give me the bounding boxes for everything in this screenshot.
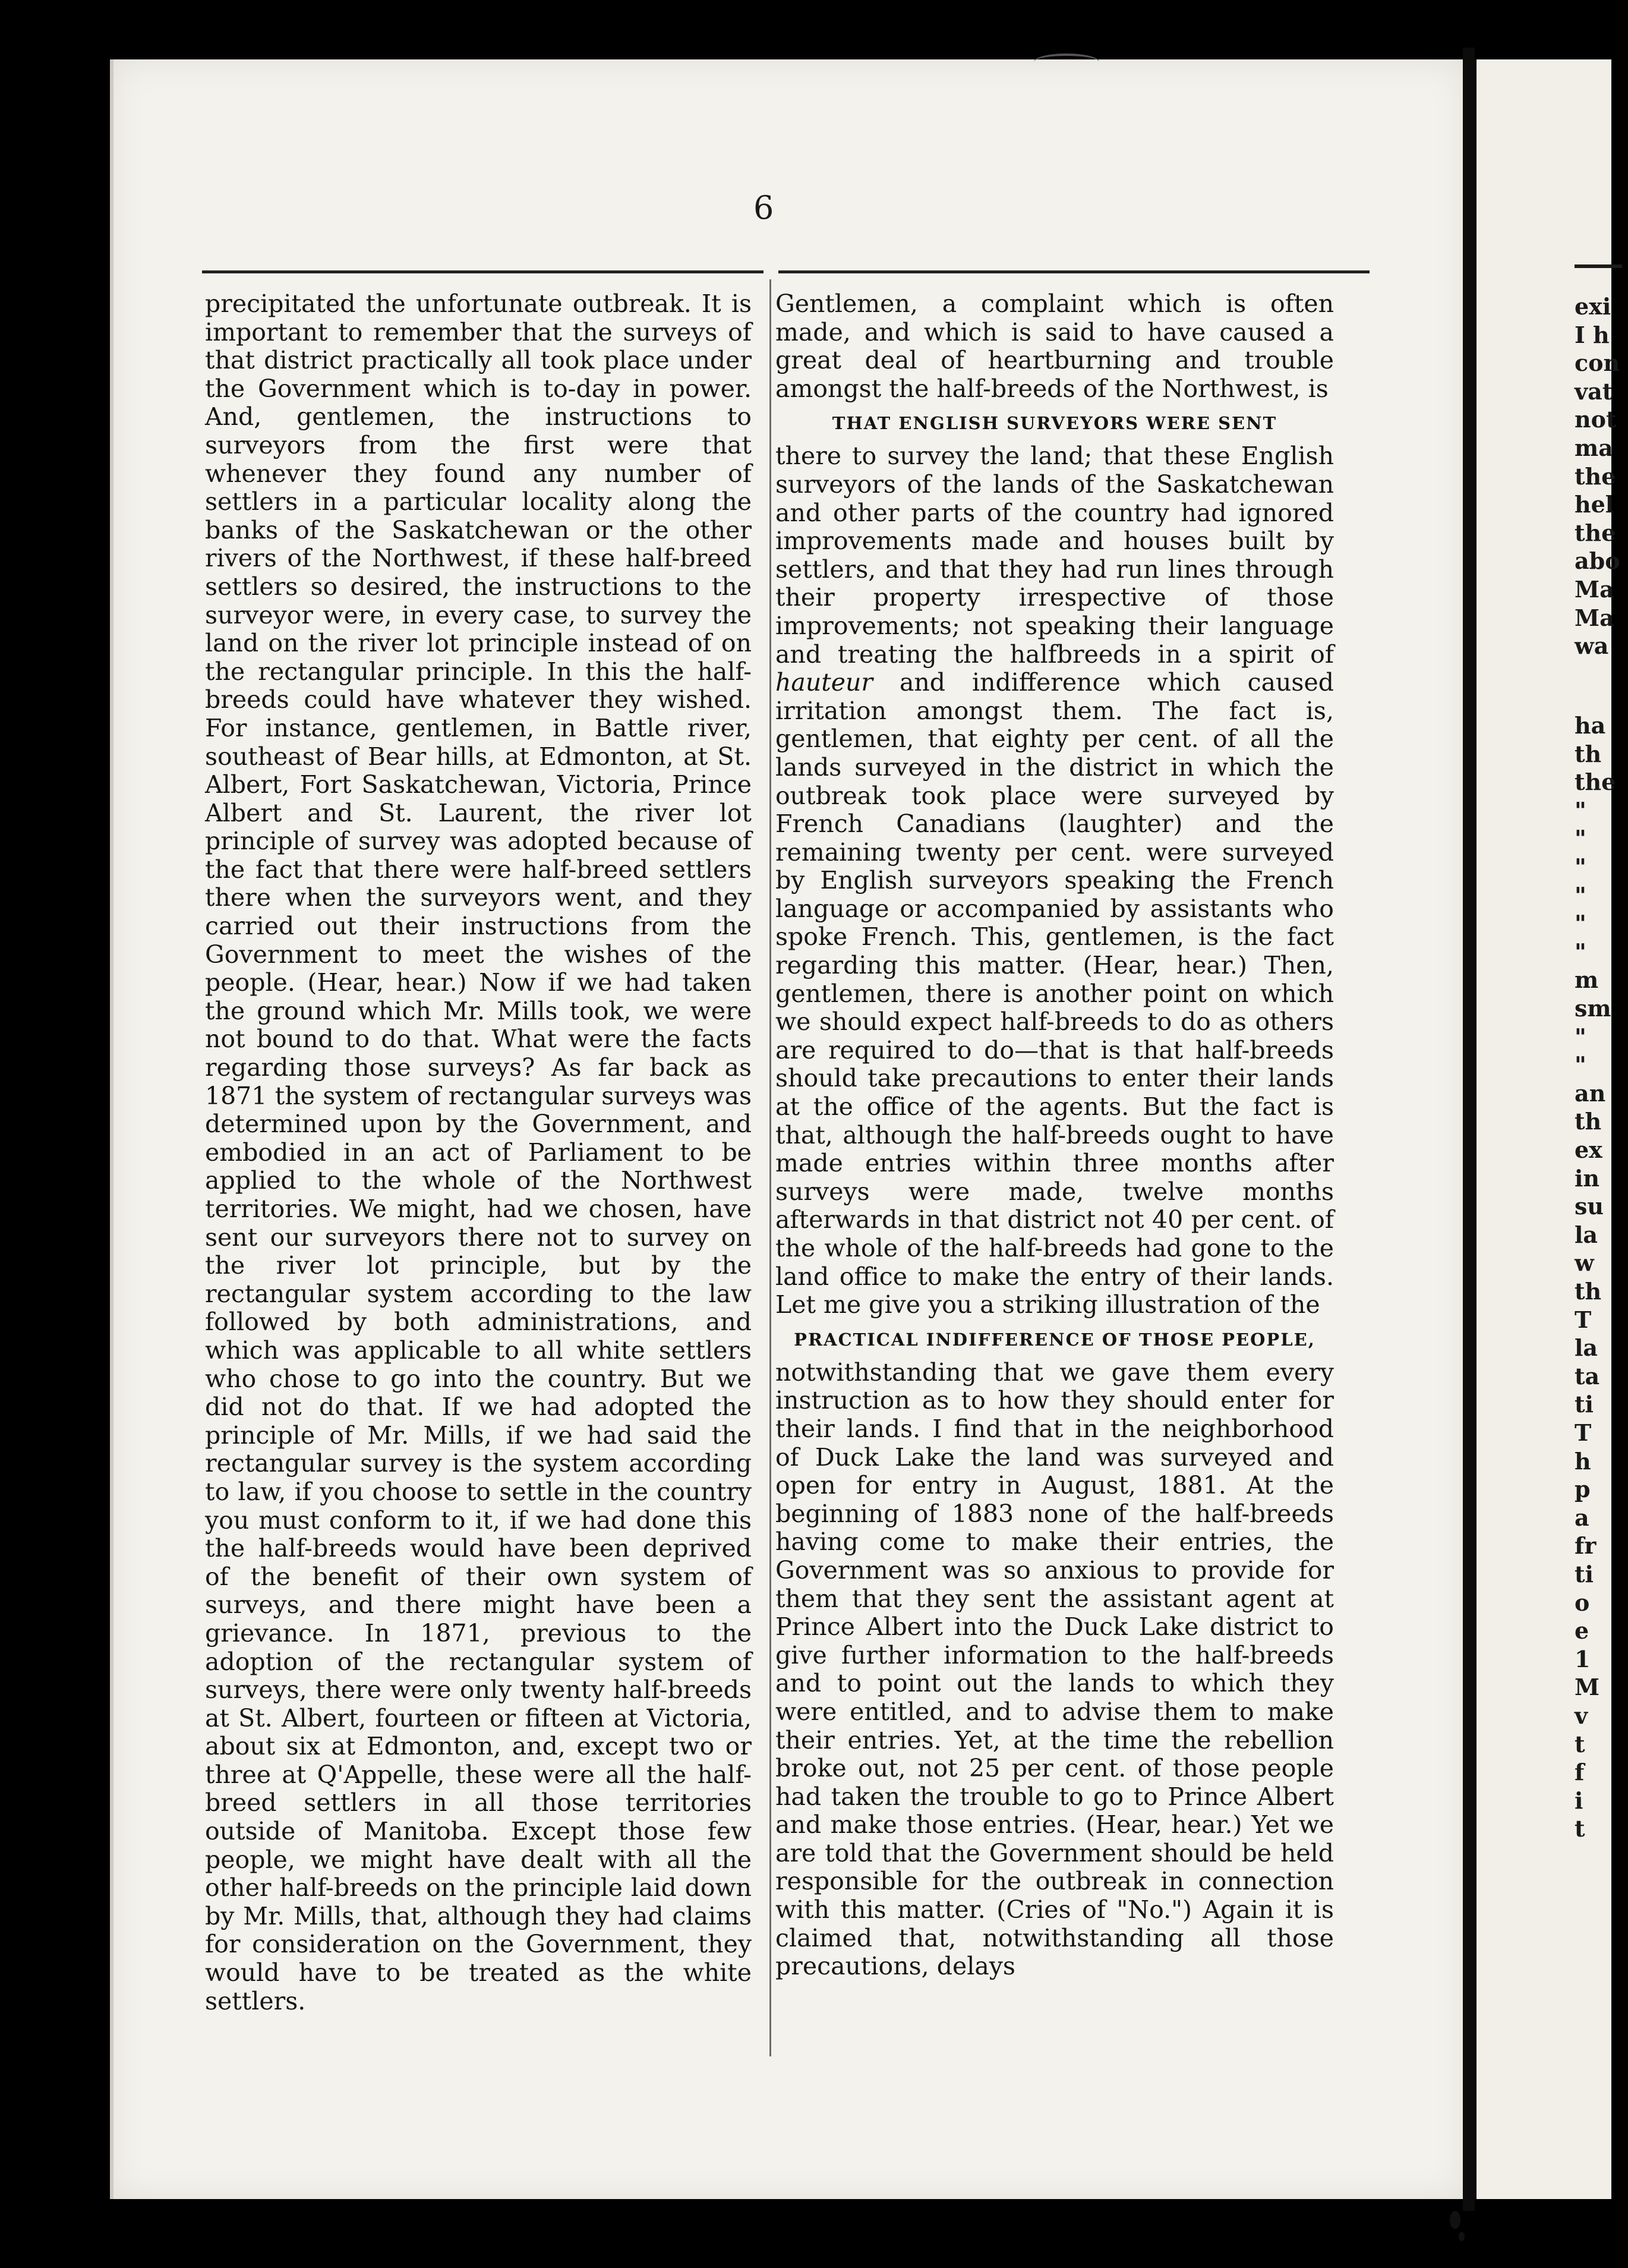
adjacent-page-fragment-text: T [1575,1419,1592,1446]
adjacent-page-fragment-text: Ma [1575,604,1614,631]
left-column [205,290,752,2015]
adjacent-page-fragment-text: th [1575,1108,1602,1135]
header-rule-right [778,270,1370,273]
adjacent-page-fragment-text: " [1575,1023,1586,1050]
adjacent-page-fragment-text: the [1575,519,1616,546]
adjacent-page-fragment-text: " [1575,796,1586,824]
adjacent-page-fragment-text: su [1575,1193,1604,1220]
adjacent-page-fragment-text: h [1575,1447,1591,1475]
adjacent-page-fragment-text: ha [1575,712,1606,739]
adjacent-page-fragment [1476,59,1620,2199]
adjacent-page-fragment-text: the [1575,462,1616,490]
adjacent-page-fragment-text: w [1575,1249,1594,1277]
adjacent-page-fragment-text: e [1575,1617,1589,1645]
adjacent-page-fragment-text: exi [1575,293,1611,320]
subheading-practical-indifference: PRACTICAL INDIFFERENCE OF THOSE PEOPLE, [794,1329,1315,1350]
adjacent-page-fragment-text: ex [1575,1136,1602,1163]
adjacent-page-fragment-text: a [1575,1504,1589,1531]
adjacent-page-fragment-text: t [1575,1730,1585,1757]
adjacent-page-fragment-text: wa [1575,632,1609,660]
adjacent-page-fragment-text: fr [1575,1532,1597,1560]
right-column-intro: Gentlemen, a complaint which is often made, and which is said to have caused a great deal of heartburning and trouble amongst the half-breeds of the Northwest, is [775,289,1334,403]
adjacent-page-fragment-text: " [1575,825,1586,852]
adjacent-page-fragment-text: th [1575,1278,1602,1305]
paragraph-text: and indifference which caused irritation amongst them. The fact is, gentlemen, that eighty per cent. of all the lands surveyed in the district in which the outbreak took place were surveyed by French Canadians (laughter) and the remaining twenty per cent. were surveyed by English surveyors speaking the French language or accompanied by assistants who spoke French. This, gentlemen, is the fact regarding this matter. (Hear, hear.) Then, gentlemen, there is another point on which we should expect half-breeds to do as others are required to do—that is that half-breeds should take precautions to enter their lands at the office of the agents. But the fact is that, although the half-breeds ought to have made entries within three months after surveys were made, twelve months afterwards in that district not 40 per cent. of the whole of the half-breeds had gone to the land office to make the entry of their lands. Let me give you a striking illustration of the [775,668,1334,1319]
page-number: 6 [753,189,774,226]
subheading-english-surveyors: THAT ENGLISH SURVEYORS WERE SENT [832,413,1277,434]
italic-word: hauteur [775,668,873,697]
adjacent-page-fragment-text: in [1575,1164,1600,1192]
right-column-paragraph-2 [775,442,1334,1319]
page-gutter [1463,48,1475,2211]
adjacent-page-fragment-text: m [1575,966,1599,994]
adjacent-page-fragment-text: sm [1575,995,1611,1022]
adjacent-page-fragment-text: " [1575,881,1586,909]
adjacent-page-fragment-text: ti [1575,1561,1594,1587]
header-rule-left [202,270,763,273]
adjacent-page-fragment-text: ta [1575,1362,1600,1390]
adjacent-page-fragment-text: la [1575,1334,1598,1362]
adjacent-page-fragment-text: la [1575,1221,1598,1248]
adjacent-page-fragment-text: an [1575,1079,1606,1107]
paragraph-text: there to survey the land; that these English surveyors of the lands of the Saskatchewan and other parts of the country had ignored improvements made and houses built by settlers, and that they had run lines through their property irrespective of those improvements; not speaking their language and treating the halfbreeds in a spirit of [775,442,1334,669]
adjacent-page-fragment-text: i [1575,1787,1583,1814]
adjacent-page-fragment-text: Ma [1575,576,1614,603]
adjacent-page-fragment-text: not [1575,406,1617,433]
scan-speck [1450,2211,1460,2229]
adjacent-page-fragment-text: abo [1575,547,1620,575]
adjacent-page-fragment-text: t [1575,1815,1585,1842]
adjacent-page-fragment-text: v [1575,1702,1588,1729]
adjacent-page-fragment-text: " [1575,910,1586,937]
adjacent-page-fragment-text: con [1575,349,1620,377]
adjacent-page-fragment-text: " [1575,1051,1586,1079]
adjacent-page-fragment-text: hel [1575,491,1614,518]
adjacent-page-fragment-text: f [1575,1759,1585,1786]
adjacent-page-fragment-text: " [1575,938,1586,965]
adjacent-page-fragment-text: I h [1575,321,1610,348]
right-column [775,290,1334,1981]
adjacent-page-rule [1575,264,1622,268]
scan-smudge [1034,53,1099,70]
adjacent-page-fragment-text: M [1575,1674,1600,1701]
adjacent-page-fragment-text: ti [1575,1391,1594,1418]
adjacent-page-fragment-text: the [1575,768,1616,796]
adjacent-page-fragment-text: 1 [1575,1645,1591,1672]
adjacent-page-fragment-text: T [1575,1306,1592,1333]
adjacent-page-fragment-text: " [1575,853,1586,880]
adjacent-page-fragment-text: p [1575,1476,1591,1503]
adjacent-page-fragment-text: o [1575,1589,1590,1616]
left-column-paragraph: precipitated the unfortunate outbreak. It is important to remember that the surveys of that district practically all took place under the Government which is to-day in power. And, gentlemen, the instructions to surveyors from the first were that whenever they found any number of settlers in a particular locality along the banks of the Saskatchewan or the other rivers of the Northwest, if these half-breed settlers so desired, the instructions to the surveyor were, in every case, to survey the land on the river lot principle instead of on the rectangular principle. In this the half-breeds could have whatever they wished. For instance, gentlemen, in Battle river, southeast of Bear hills, at Edmonton, at St. Albert, Fort Saskatchewan, Victoria, Prince Albert and St. Laurent, the river lot principle of survey was adopted because of the fact that there were half-breed settlers there when the surveyors went, and they carried out their instructions from the Government to meet the wishes of the people. (Hear, hear.) Now if we had taken the ground which Mr. Mills took, we were not bound to do that. What were the facts regarding those surveys? As far back as 1871 the system of rectangular surveys was determined upon by the Government, and embodied in an act of Parliament to be applied to the whole of the Northwest territories. We might, had we chosen, have sent our surveyors there not to survey on the river lot principle, but by the rectangular system according to the law followed by both administrations, and which was applicable to all white settlers who chose to go into the country. But we did not do that. If we had adopted the principle of Mr. Mills, if we had said the rectangular survey is the system according to law, if you choose to settle in the country you must conform to it, if we had done this the half-breeds would have been deprived of the benefit of their own system of surveys, and there might have been a grievance. In 1871, previous to the adoption of the rectangular system of surveys, there were only twenty half-breeds at St. Albert, fourteen or fifteen at Victoria, about six at Edmonton, and, except two or three at Q'Appelle, these were all the half-breed settlers in all those territories outside of Manitoba. Except those few people, we might have dealt with all the other half-breeds on the principle laid down by Mr. Mills, that, although they had claims for consideration on the Government, they would have to be treated as the white settlers. [205,289,752,2015]
adjacent-page-fragment-text: th [1575,740,1602,767]
column-separator [769,279,771,2056]
adjacent-page-fragment-text: ma [1575,434,1613,461]
right-column-paragraph-3: notwithstanding that we gave them every instruction as to how they should enter for their lands. I find that in the neighborhood of Duck Lake the land was surveyed and open for entry in August, 1881. At the beginning of 1883 none of the half-breeds having come to make their entries, the Government was so anxious to provide for them that they sent the assistant agent at Prince Albert into the Duck Lake district to give further information to the half-breeds and to point out the lands to which they were entitled, and to advise them to make their entries. Yet, at the time the rebellion broke out, not 25 per cent. of those people had taken the trouble to go to Prince Albert and make those entries. (Hear, hear.) Yet we are told that the Government should be held responsible for the outbreak in connection with this matter. (Cries of "No.") Again it is claimed that, notwithstanding all those precautions, delays [775,1357,1334,1981]
scan-speck [1459,2232,1465,2241]
adjacent-page-fragment-text: vat [1575,377,1613,405]
